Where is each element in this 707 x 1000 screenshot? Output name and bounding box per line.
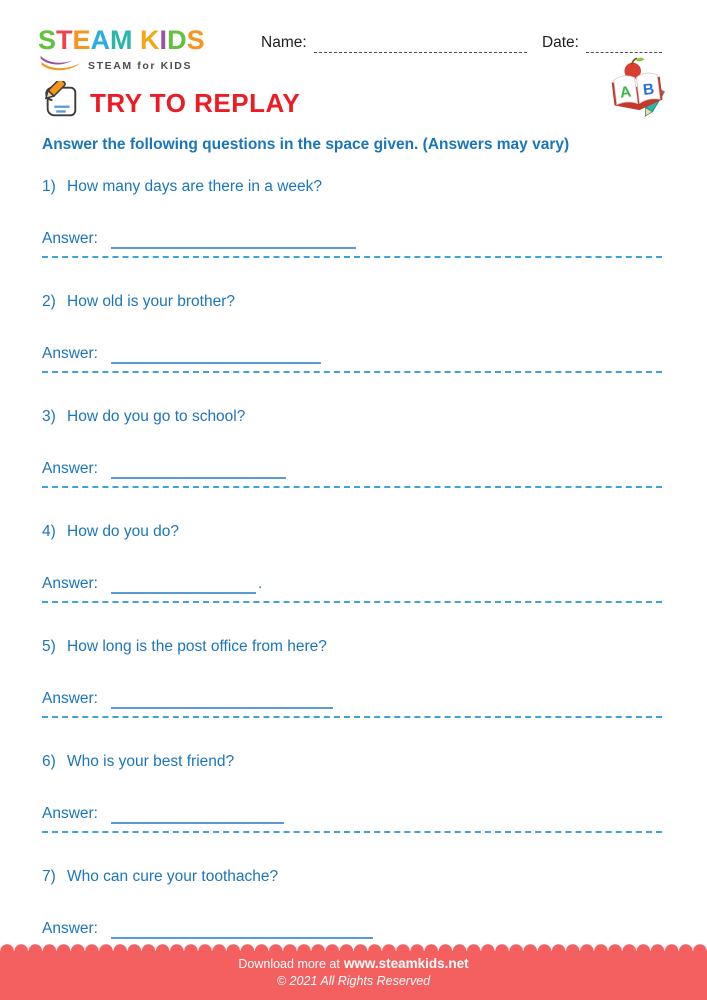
answer-line: [111, 459, 286, 479]
question-block: [42, 406, 662, 488]
answer-line: [111, 804, 284, 824]
question-text: [42, 636, 662, 658]
answer-row: [42, 457, 662, 479]
answer-line: [111, 229, 356, 249]
question-block: [42, 636, 662, 718]
date-fill-line: [586, 36, 662, 53]
instructions-text: Answer the following questions in the space given. (Answers may vary): [42, 136, 570, 154]
answer-row: [42, 917, 662, 939]
answer-row: [42, 802, 662, 824]
question-number: 2): [42, 293, 56, 311]
steam-kids-logo: [38, 26, 243, 76]
name-label: Name:: [261, 34, 307, 51]
question-text: [42, 291, 662, 313]
svg-text:B: B: [642, 80, 656, 99]
title-row: [0, 76, 707, 126]
footer-scallop-edge: [0, 938, 707, 951]
answer-line: [111, 574, 256, 594]
question-separator: [42, 371, 662, 373]
question-number: 6): [42, 753, 56, 771]
answer-label: Answer:: [42, 460, 98, 478]
svg-text:A: A: [619, 83, 633, 102]
answer-row: [42, 572, 662, 594]
question-text: [42, 866, 662, 888]
answer-row: [42, 687, 662, 709]
question-label: How old is your brother?: [67, 293, 235, 311]
name-date-row: [243, 33, 662, 53]
answer-label: Answer:: [42, 230, 98, 248]
footer-download-prefix: Download more at: [238, 957, 340, 971]
logo-wordmark: STEAM KIDS: [38, 25, 205, 55]
question-separator: [42, 256, 662, 258]
question-block: [42, 751, 662, 833]
answer-row: [42, 227, 662, 249]
question-number: 7): [42, 868, 56, 886]
question-separator: [42, 601, 662, 603]
name-fill-line: [314, 36, 527, 53]
question-label: How many days are there in a week?: [67, 178, 323, 196]
question-number: 4): [42, 523, 56, 541]
logo-swoosh-icon: [38, 55, 84, 76]
question-label: How do you do?: [67, 523, 180, 541]
header: [0, 0, 707, 76]
question-number: 5): [42, 638, 56, 656]
question-block: [42, 521, 662, 603]
question-label: Who can cure your toothache?: [67, 868, 279, 886]
question-text: [42, 406, 662, 428]
ab-book-icon: [606, 55, 668, 121]
answer-label: Answer:: [42, 690, 98, 708]
pencil-scroll-icon: [40, 81, 82, 126]
question-number: 3): [42, 408, 56, 426]
question-label: How long is the post office from here?: [67, 638, 327, 656]
answer-suffix: .: [258, 575, 263, 593]
question-label: Who is your best friend?: [67, 753, 235, 771]
date-label: Date:: [541, 34, 579, 51]
question-block: [42, 291, 662, 373]
question-number: 1): [42, 178, 56, 196]
questions: [0, 154, 707, 939]
answer-label: Answer:: [42, 920, 98, 938]
answer-line: [111, 689, 333, 709]
answer-label: Answer:: [42, 805, 98, 823]
footer-banner: [0, 938, 707, 1000]
page-title: TRY TO REPLAY: [90, 88, 301, 119]
footer-copyright: © 2021 All Rights Reserved: [276, 974, 431, 988]
footer-download-line: [0, 956, 707, 971]
question-block: [42, 866, 662, 939]
question-text: [42, 176, 662, 198]
logo-tagline: STEAM for KIDS: [88, 59, 193, 72]
answer-line: [111, 344, 321, 364]
answer-label: Answer:: [42, 345, 98, 363]
question-separator: [42, 486, 662, 488]
question-text: [42, 521, 662, 543]
question-separator: [42, 831, 662, 833]
question-block: [42, 176, 662, 258]
answer-label: Answer:: [42, 575, 98, 593]
question-separator: [42, 716, 662, 718]
question-text: [42, 751, 662, 773]
footer-site-link: www.steamkids.net: [343, 956, 469, 971]
answer-row: [42, 342, 662, 364]
question-label: How do you go to school?: [67, 408, 246, 426]
answer-line: [111, 919, 373, 939]
